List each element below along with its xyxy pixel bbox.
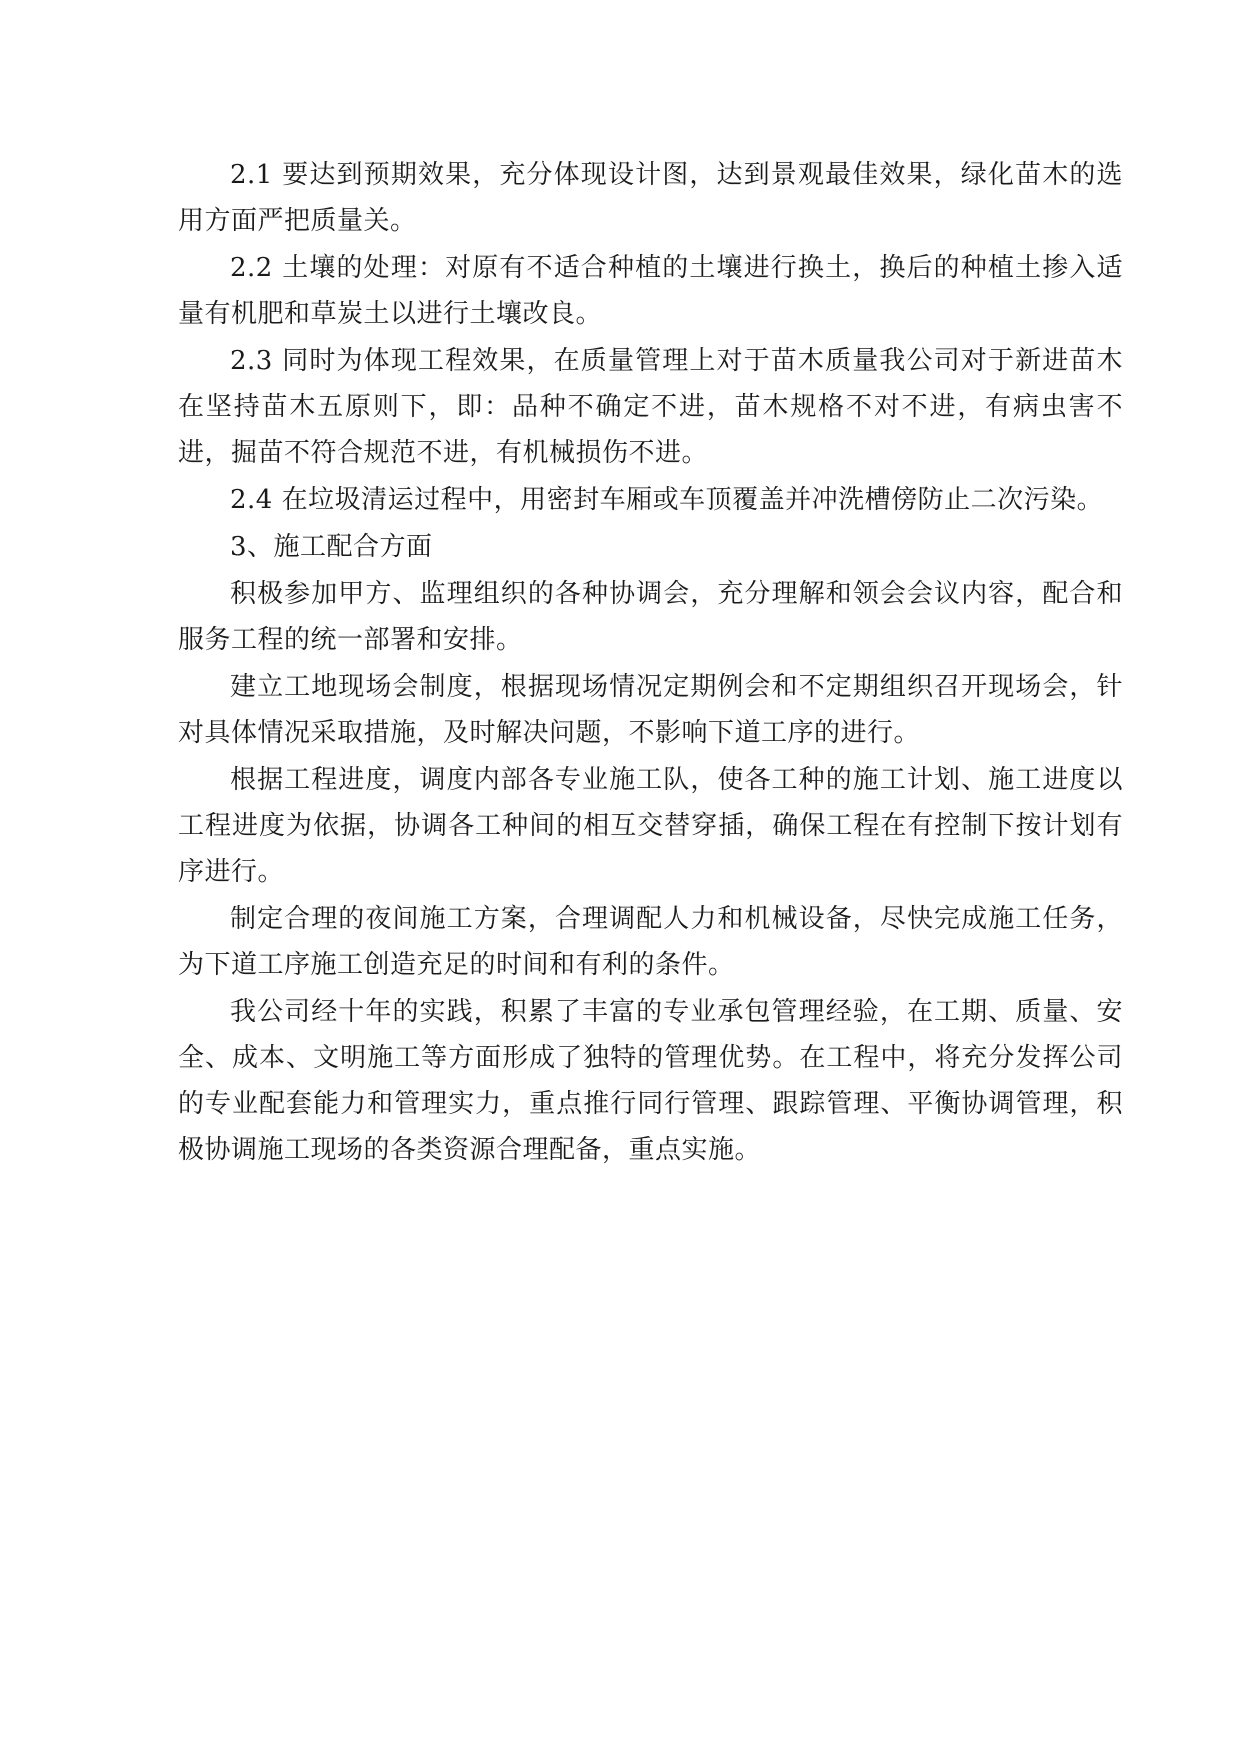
paragraph-site-meeting: 建立工地现场会制度，根据现场情况定期例会和不定期组织召开现场会，针对具体情况采取措施，及时解决问题，不影响下道工序的进行。: [178, 672, 1123, 748]
paragraph-2-1: 2.1 要达到预期效果，充分体现设计图，达到景观最佳效果，绿化苗木的选用方面严把质量关。: [178, 160, 1123, 236]
section-heading-3: 3、施工配合方面: [230, 532, 433, 562]
paragraph-2-3: 2.3 同时为体现工程效果，在质量管理上对于苗木质量我公司对于新进苗木在坚持苗木五原则下，即：品种不确定不进，苗木规格不对不进，有病虫害不进，掘苗不符合规范不进，有机械损伤不进。: [178, 346, 1123, 468]
paragraph-2-2: 2.2 土壤的处理：对原有不适合种植的土壤进行换土，换后的种植土掺入适量有机肥和草炭土以进行土壤改良。: [178, 253, 1123, 329]
paragraph-coordination: 积极参加甲方、监理组织的各种协调会，充分理解和领会会议内容，配合和服务工程的统一部署和安排。: [178, 579, 1123, 655]
paragraph-2-4: 2.4 在垃圾清运过程中，用密封车厢或车顶覆盖并冲洗槽傍防止二次污染。: [230, 485, 1104, 515]
document-body: [178, 152, 1123, 1174]
paragraph-company-experience: 我公司经十年的实践，积累了丰富的专业承包管理经验，在工期、质量、安全、成本、文明施工等方面形成了独特的管理优势。在工程中，将充分发挥公司的专业配套能力和管理实力，重点推行同行管理、跟踪管理、平衡协调管理，积极协调施工现场的各类资源合理配备，重点实施。: [178, 997, 1123, 1165]
paragraph-schedule: 根据工程进度，调度内部各专业施工队，使各工种的施工计划、施工进度以工程进度为依据，协调各工种间的相互交替穿插，确保工程在有控制下按计划有序进行。: [178, 765, 1123, 887]
paragraph-night-work: 制定合理的夜间施工方案，合理调配人力和机械设备，尽快完成施工任务，为下道工序施工创造充足的时间和有利的条件。: [178, 904, 1123, 980]
